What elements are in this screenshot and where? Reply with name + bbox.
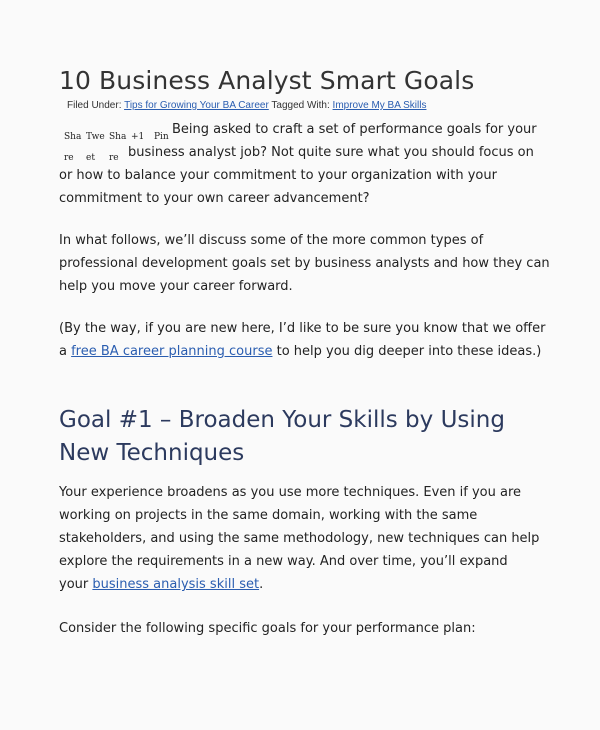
- goal-1-paragraph: [59, 481, 539, 596]
- free-course-link[interactable]: free BA career planning course: [71, 344, 273, 359]
- skill-set-link[interactable]: business analysis skill set: [92, 577, 260, 592]
- goal-1-heading: [59, 404, 559, 470]
- page-title: 10 Business Analyst Smart Goals: [59, 66, 475, 95]
- heading-line: New Techniques: [59, 440, 245, 466]
- heading-line: Goal #1 – Broaden Your Skills by Using: [59, 407, 505, 433]
- text-fragment: to help you dig deeper into these ideas.): [276, 344, 542, 359]
- text-fragment: your: [59, 577, 89, 592]
- facebook-share-button[interactable]: Sha: [64, 132, 82, 142]
- linkedin-share-label-rest[interactable]: re: [109, 153, 119, 163]
- tag-link[interactable]: Improve My BA Skills: [332, 100, 427, 111]
- paragraph-line: explore the requirements in a new way. And over time, you’ll expand: [59, 554, 508, 569]
- intro-line-4: commitment to your own career advancement?: [59, 191, 370, 206]
- filed-under-label: Filed Under:: [67, 100, 122, 111]
- paragraph-line: Your experience broadens as you use more techniques. Even if you are: [59, 485, 522, 500]
- paragraph-line: In what follows, we’ll discuss some of the more common types of: [59, 233, 484, 248]
- tweet-button[interactable]: Twe: [86, 132, 105, 142]
- tweet-label-rest[interactable]: et: [86, 153, 95, 163]
- pinterest-pin-button[interactable]: Pin: [154, 132, 169, 142]
- paragraph-line: professional development goals set by business analysts and how they can: [59, 256, 550, 271]
- paragraph-intro-2: [59, 229, 550, 298]
- tagged-with-label: Tagged With:: [271, 100, 330, 111]
- linkedin-share-button[interactable]: Sha: [109, 132, 127, 142]
- facebook-share-label-rest[interactable]: re: [64, 153, 74, 163]
- paragraph-line: help you move your career forward.: [59, 279, 293, 294]
- paragraph-line: [59, 340, 545, 363]
- paragraph-line: [59, 573, 539, 596]
- google-plus-button[interactable]: +1: [131, 132, 145, 142]
- paragraph-line: working on projects in the same domain, working with the same: [59, 508, 478, 523]
- intro-line-3: or how to balance your commitment to your organization with your: [59, 168, 497, 183]
- post-meta: [67, 100, 426, 111]
- intro-line-1: Being asked to craft a set of performance goals for your: [172, 122, 537, 137]
- paragraph-course-note: [59, 317, 545, 363]
- paragraph-line: stakeholders, and using the same methodology, new techniques can help: [59, 531, 540, 546]
- paragraph-line: (By the way, if you are new here, I’d like to be sure you know that we offer: [59, 321, 546, 336]
- category-link[interactable]: Tips for Growing Your BA Career: [124, 100, 269, 111]
- goal-1-consider: Consider the following specific goals for your performance plan:: [59, 621, 476, 636]
- intro-line-2: business analyst job? Not quite sure what you should focus on: [128, 145, 534, 160]
- text-fragment: .: [259, 577, 264, 592]
- text-fragment: a: [59, 344, 67, 359]
